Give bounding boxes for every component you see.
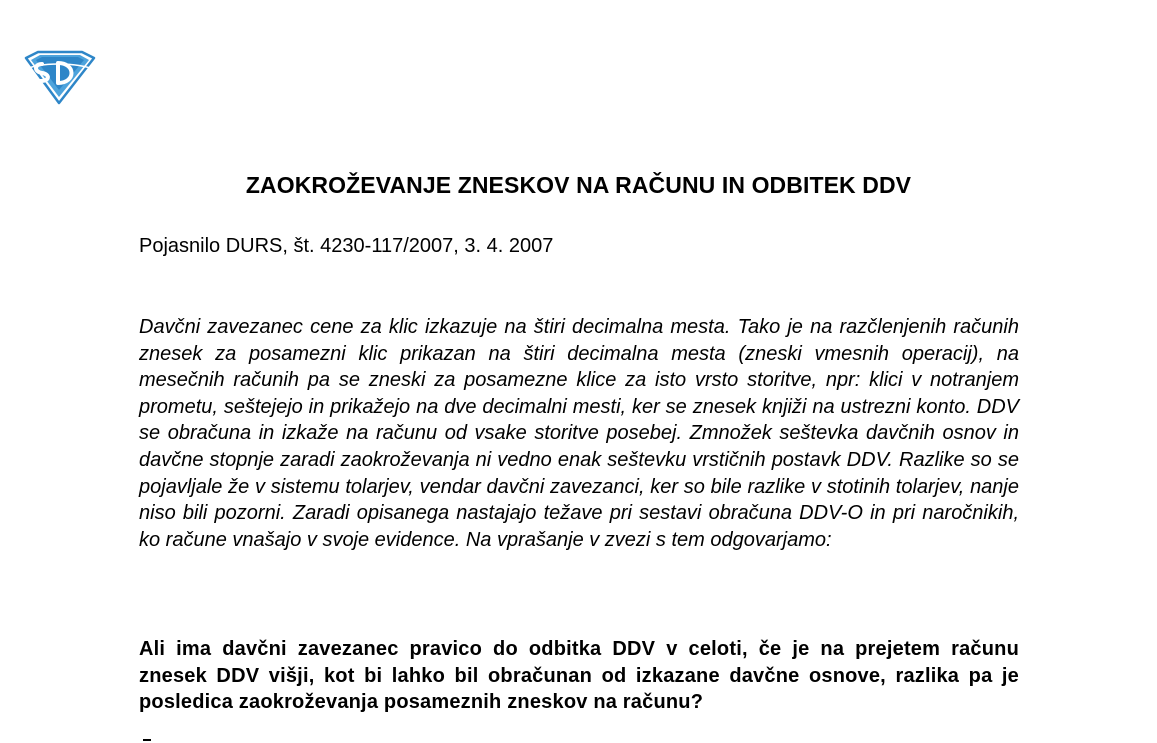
document-reference: Pojasnilo DURS, št. 4230-117/2007, 3. 4. 2007 [139, 235, 554, 257]
question-paragraph: Ali ima davčni zavezanec pravico do odbitka DDV v celoti, če je na prejetem računu znesek DDV višji, kot bi lahko bil obračunan od izkazane davčne osnove, razlika pa je posledica zaokroževanja posameznih zneskov na računu? [139, 638, 1019, 714]
sd-diamond-logo-icon [20, 50, 98, 105]
text-fragment-mark [143, 739, 151, 741]
document-title: ZAOKROŽEVANJE ZNESKOV NA RAČUNU IN ODBITEK DDV [245, 172, 912, 198]
body-paragraph: Davčni zavezanec cene za klic izkazuje na štiri decimalna mesta. Tako je na razčlenjenih računih znesek za posamezni klic prikazan na štiri decimalna mesta (zneski vmesnih operacij), na mesečnih računih pa se zneski za posamezne klice za isto vrsto storitve, npr: klici v notranjem prometu, seštejejo in prikažejo na dve decimalni mesti, ker se znesek knjiži na ustrezni konto. DDV se obračuna in izkaže na računu od vsake storitve posebej. Zmnožek seštevka davčnih osnov in davčne stopnje zaradi zaokroževanja ni vedno enak seštevku vrstičnih postavk DDV. Razlike so se pojavljale že v sistemu tolarjev, vendar davčni zavezanci, ker so bile razlike v stotinih tolarjev, nanje niso bili pozorni. Zaradi opisanega nastajajo težave pri sestavi obračuna DDV-O in pri naročnikih, ko račune vnašajo v svoje evidence. Na vprašanje v zvezi s tem odgovarjamo: [139, 316, 1019, 551]
